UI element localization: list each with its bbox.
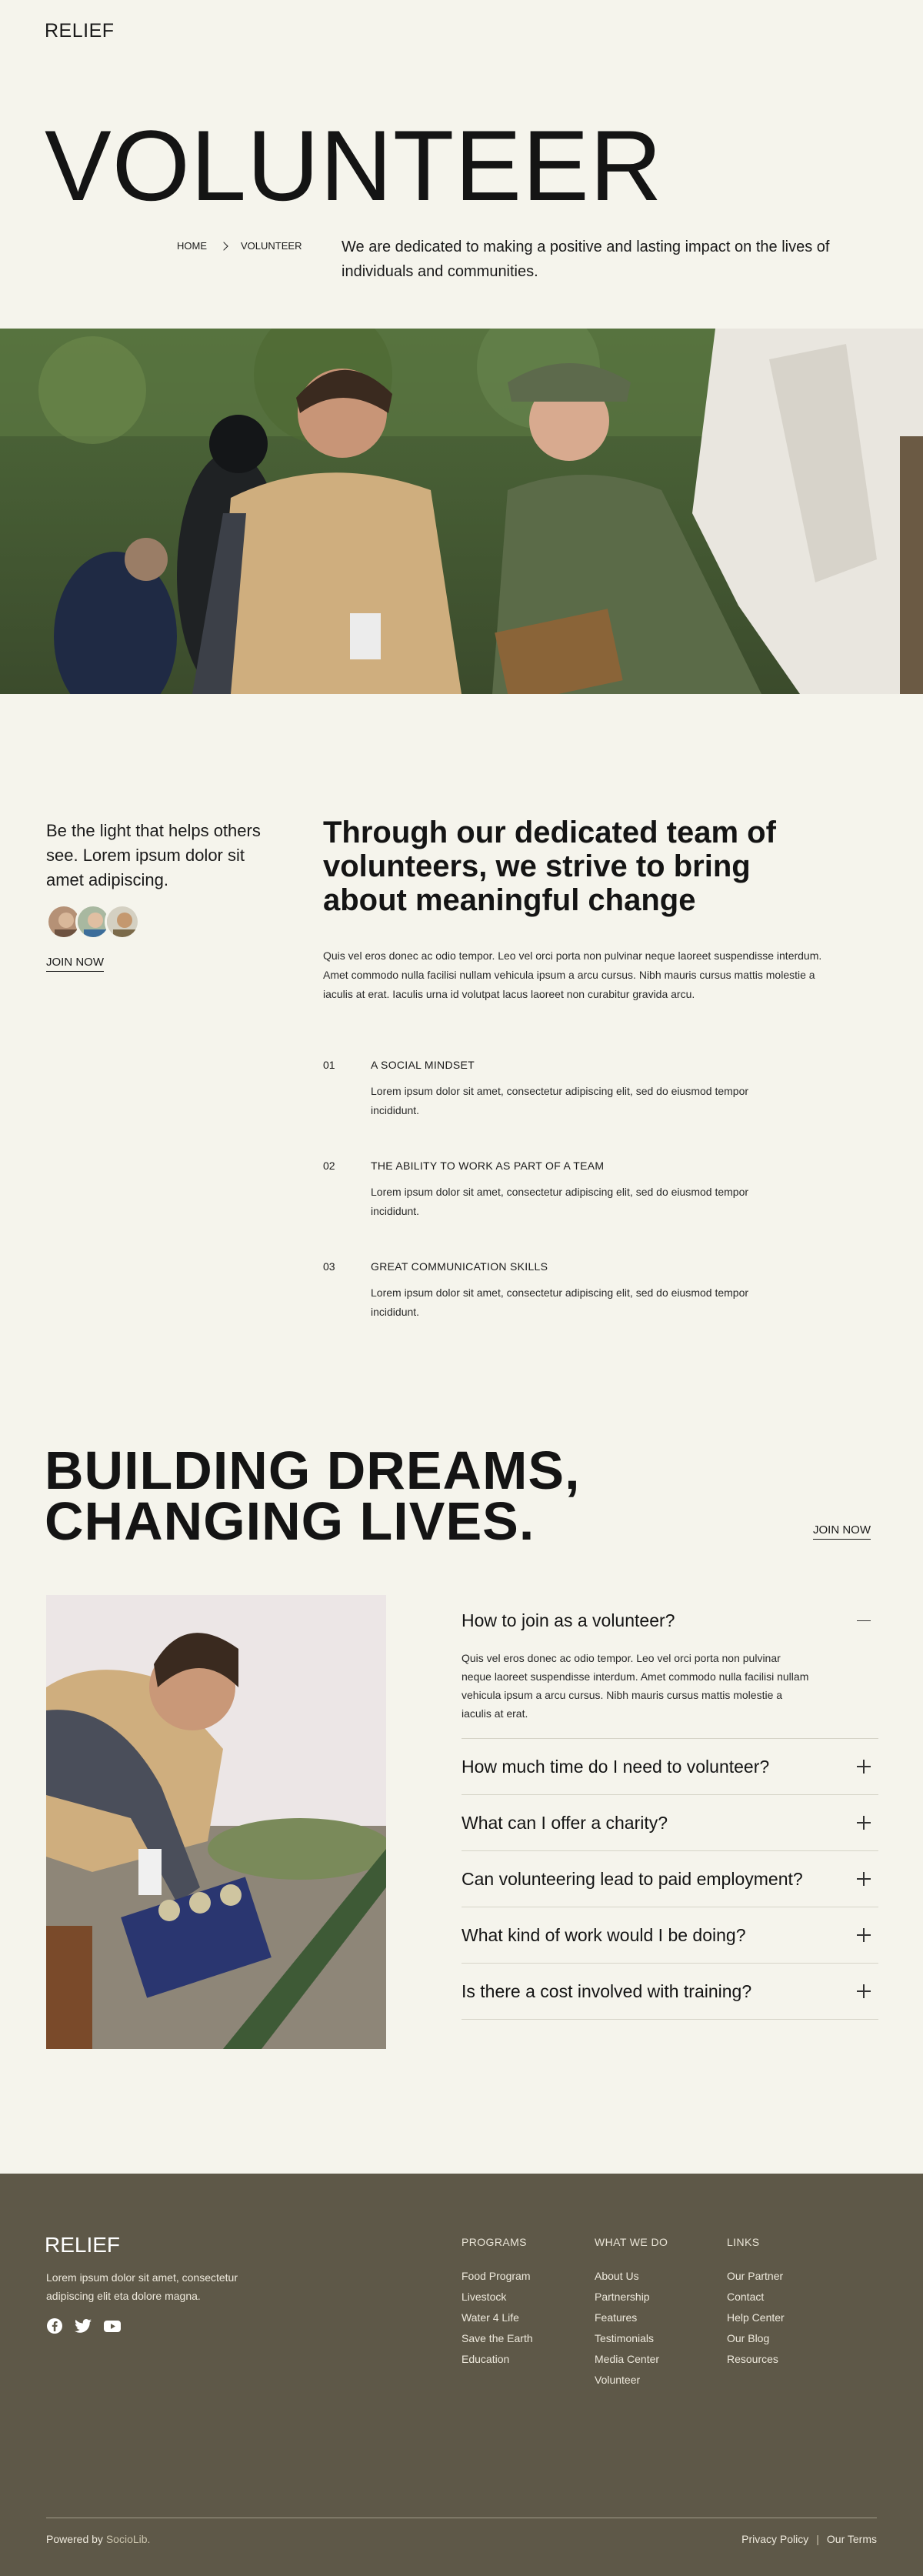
facebook-icon[interactable] bbox=[46, 2317, 63, 2338]
dreams-heading bbox=[45, 1440, 581, 1551]
feature-text: Lorem ipsum dolor sit amet, consectetur adipiscing elit, sed do eiusmod tempor incididunt. bbox=[371, 1186, 749, 1217]
plus-icon[interactable] bbox=[857, 1872, 871, 1886]
terms-link[interactable]: Our Terms bbox=[826, 2533, 877, 2545]
breadcrumb bbox=[177, 240, 302, 252]
avatar bbox=[105, 904, 140, 939]
faq-question[interactable] bbox=[462, 1907, 878, 1964]
chevron-right-icon bbox=[219, 242, 228, 250]
youtube-icon[interactable] bbox=[103, 2317, 122, 2338]
hero-description: We are dedicated to making a positive and lasting impact on the lives of individuals and communities. bbox=[342, 239, 830, 280]
faq-question-text: What kind of work would I be doing? bbox=[462, 1924, 746, 1945]
footer-link[interactable]: Media Center bbox=[595, 2353, 660, 2365]
footer-link[interactable]: Volunteer bbox=[595, 2374, 641, 2386]
page-title: VOLUNTEER bbox=[45, 109, 663, 222]
footer-link[interactable]: Partnership bbox=[595, 2291, 650, 2303]
faq-question-text: Can volunteering lead to paid employment? bbox=[462, 1868, 803, 1889]
faq-question-text: How much time do I need to volunteer? bbox=[462, 1756, 770, 1777]
feature-title: A SOCIAL MINDSET bbox=[371, 1059, 475, 1071]
faq-question-text: What can I offer a charity? bbox=[462, 1812, 668, 1833]
feature-item bbox=[323, 1260, 785, 1322]
feature-number: 01 bbox=[323, 1059, 335, 1071]
dreams-line-2: CHANGING LIVES. bbox=[45, 1491, 535, 1551]
footer-link[interactable]: Education bbox=[462, 2353, 510, 2365]
footer-link[interactable]: Features bbox=[595, 2311, 638, 2324]
footer-link[interactable]: Water 4 Life bbox=[462, 2311, 519, 2324]
hero-photo bbox=[0, 329, 923, 694]
faq-question[interactable] bbox=[462, 1739, 878, 1795]
feature-number: 03 bbox=[323, 1260, 335, 1273]
footer-column-heading: LINKS bbox=[727, 2236, 760, 2248]
feature-title: GREAT COMMUNICATION SKILLS bbox=[371, 1260, 548, 1273]
join-now-link[interactable]: JOIN NOW bbox=[46, 956, 104, 972]
legal-links bbox=[741, 2533, 877, 2545]
feature-item bbox=[323, 1160, 785, 1221]
breadcrumb-current: VOLUNTEER bbox=[241, 240, 302, 252]
plus-icon[interactable] bbox=[857, 1984, 871, 1998]
footer-link[interactable]: Our Partner bbox=[727, 2270, 784, 2282]
footer-link[interactable]: Help Center bbox=[727, 2311, 785, 2324]
footer-link[interactable]: Our Blog bbox=[727, 2332, 770, 2344]
footer-link[interactable]: Contact bbox=[727, 2291, 765, 2303]
feature-item bbox=[323, 1059, 785, 1120]
footer-logo[interactable]: RELIEF bbox=[45, 2233, 121, 2257]
intro-heading: Through our dedicated team of volunteers, we strive to bring about meaningful change bbox=[323, 816, 776, 917]
footer-link[interactable]: Food Program bbox=[462, 2270, 531, 2282]
intro-paragraph: Quis vel eros donec ac odio tempor. Leo vel orci porta non pulvinar neque laoreet suspendisse interdum. Amet commodo nulla facilisi nullam vehicula ipsum a arcu cursus. Nibh mauris cursus mattis molestie a iaculis at erat. Iaculis urna id volutpat lacus laoreet non curabitur gravida arcu. bbox=[323, 949, 822, 1000]
volunteer-photo bbox=[46, 1595, 386, 2049]
feature-number: 02 bbox=[323, 1160, 335, 1172]
feature-text: Lorem ipsum dolor sit amet, consectetur adipiscing elit, sed do eiusmod tempor incididunt. bbox=[371, 1085, 749, 1116]
footer-link[interactable]: Livestock bbox=[462, 2291, 507, 2303]
footer-link[interactable]: Resources bbox=[727, 2353, 778, 2365]
footer-column-heading: PROGRAMS bbox=[462, 2236, 527, 2248]
footer-column-what-we-do bbox=[595, 2236, 668, 2391]
faq-list bbox=[462, 1593, 878, 2020]
site-footer bbox=[0, 2174, 923, 2576]
faq-question-text: How to join as a volunteer? bbox=[462, 1610, 675, 1630]
feature-title: THE ABILITY TO WORK AS PART OF A TEAM bbox=[371, 1160, 605, 1172]
twitter-icon[interactable] bbox=[74, 2317, 92, 2338]
plus-icon[interactable] bbox=[857, 1760, 871, 1774]
minus-icon[interactable] bbox=[857, 1614, 871, 1628]
dreams-line-1: BUILDING DREAMS, bbox=[45, 1440, 581, 1500]
social-links bbox=[46, 2317, 122, 2338]
faq-question[interactable] bbox=[462, 1795, 878, 1851]
powered-by-brand-link[interactable]: SocioLib. bbox=[105, 2533, 151, 2545]
faq-question[interactable] bbox=[462, 1851, 878, 1907]
powered-by bbox=[46, 2533, 150, 2545]
faq-question[interactable] bbox=[462, 1964, 878, 2020]
faq-question-open[interactable] bbox=[462, 1593, 878, 1649]
footer-link[interactable]: Testimonials bbox=[595, 2332, 655, 2344]
footer-column-heading: WHAT WE DO bbox=[595, 2236, 668, 2248]
volunteer-avatars bbox=[46, 904, 134, 939]
faq-question-text: Is there a cost involved with training? bbox=[462, 1980, 752, 2001]
powered-by-prefix: Powered by bbox=[46, 2533, 103, 2545]
breadcrumb-home[interactable]: HOME bbox=[177, 240, 207, 252]
legal-separator: | bbox=[816, 2533, 819, 2545]
plus-icon[interactable] bbox=[857, 1928, 871, 1942]
intro-tagline: Be the light that helps others see. Lorem ipsum dolor sit amet adipiscing. bbox=[46, 821, 261, 889]
site-logo[interactable]: RELIEF bbox=[45, 20, 115, 42]
footer-column-programs bbox=[462, 2236, 533, 2370]
plus-icon[interactable] bbox=[857, 1816, 871, 1830]
footer-description: Lorem ipsum dolor sit amet, consectetur adipiscing elit eta dolore magna. bbox=[46, 2271, 238, 2302]
privacy-policy-link[interactable]: Privacy Policy bbox=[741, 2533, 809, 2545]
feature-text: Lorem ipsum dolor sit amet, consectetur adipiscing elit, sed do eiusmod tempor incididunt. bbox=[371, 1286, 749, 1318]
footer-link[interactable]: About Us bbox=[595, 2270, 639, 2282]
faq-answer: Quis vel eros donec ac odio tempor. Leo vel orci porta non pulvinar neque laoreet suspendisse interdum. Amet commodo nulla facilisi nullam vehicula ipsum a arcu cursus. Nibh mauris cursus mattis molestie a iaculis at erat. bbox=[462, 1649, 878, 1739]
join-now-link[interactable]: JOIN NOW bbox=[813, 1523, 871, 1540]
footer-column-links bbox=[727, 2236, 785, 2370]
footer-link[interactable]: Save the Earth bbox=[462, 2332, 533, 2344]
